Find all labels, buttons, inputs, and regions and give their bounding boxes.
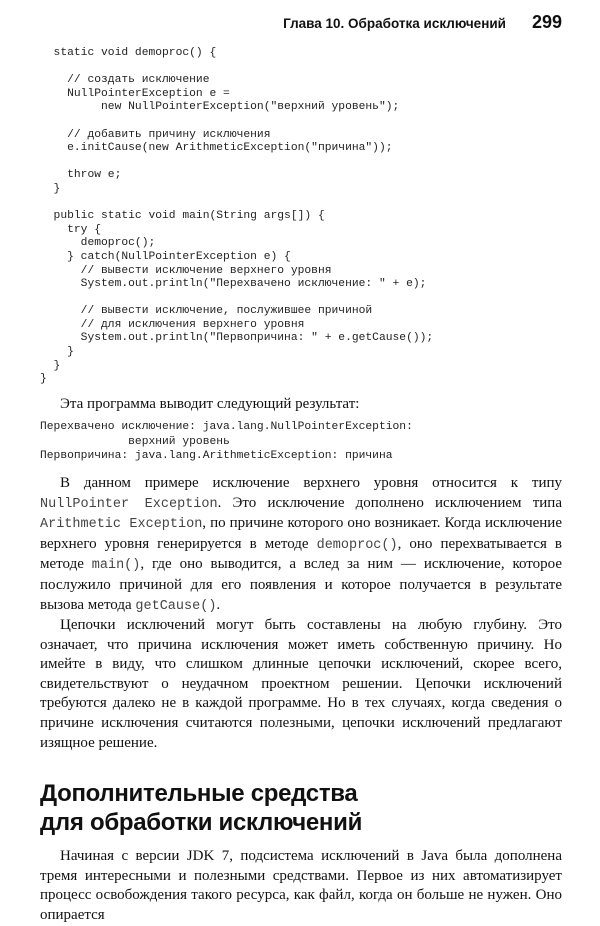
page-number: 299 xyxy=(531,12,562,32)
inline-code: Arithmetic Exception xyxy=(40,517,203,533)
code-listing: static void demoproc() { // создать исключение NullPointerException e = new NullPointerException("верхний уровень"); // добавить причину исключения e.initCause(new ArithmeticException("причина")); throw e; } public static void main(String args[]) { try { demoproc(); } catch(NullPointerException e) { // вывести исключение верхнего уровня System.out.println("Перехвачено исключение: " + e); // вывести исключение, послужившее причиной // для исключения верхнего уровня System.out.println("Первопричина: " + e.getCause()); } } } xyxy=(40,47,434,386)
page-body xyxy=(0,33,600,926)
text: , по причине которого оно возникает. Когда исключение верхнего уровня генерируется в методе xyxy=(40,515,562,552)
running-header xyxy=(0,0,600,33)
text: , оно перехватывается в методе xyxy=(40,535,562,573)
text: , где оно выводится, а вслед за ним — исключение, которое послужило причиной для его появления и которое получается в результате вызова метода xyxy=(40,556,562,613)
chapter-title: Глава 10. Обработка исключений xyxy=(283,16,506,31)
output-intro: Эта программа выводит следующий результат: xyxy=(60,395,360,412)
paragraph-jdk7: Начиная с версии JDK 7, подсистема исключений в Java была дополнена тремя интересными и полезными средствами. Первое из них автоматизирует процесс освобождения такого ресурса, как файл, когда он больше не нужен. Оно опирается xyxy=(40,848,562,924)
inline-code: demoproc() xyxy=(316,537,398,553)
paragraph-exception-chains: Цепочки исключений могут быть составлены на любую глубину. Это означает, что причина исключения может иметь собственную причину. Но имейте в виду, что слишком длинные цепочки исключений, скорее всего, свидетельствуют о неудачном проектном решении. Цепочки исключений требуются далеко не в каждой программе. Но в тех случаях, когда сведения о причине исключения считаются полезными, цепочки исключений предлагают изящное решение. xyxy=(40,617,562,751)
text: . xyxy=(216,596,221,613)
inline-code: main() xyxy=(91,558,141,574)
program-output: Перехвачено исключение: java.lang.NullPointerException: верхний уровень Первопричина: java.lang.ArithmeticException: причина xyxy=(40,421,413,463)
inline-code: NullPointer Exception xyxy=(40,496,218,512)
section-heading xyxy=(40,779,562,837)
paragraph-exception-example xyxy=(40,474,562,616)
text: . Это исключение дополнено исключением типа xyxy=(217,494,562,511)
heading-line: Дополнительные средства xyxy=(40,780,358,808)
inline-code: getCause() xyxy=(135,598,217,614)
text: В данном примере исключение верхнего уровня относится к типу xyxy=(60,474,562,491)
heading-line: для обработки исключений xyxy=(40,809,363,837)
